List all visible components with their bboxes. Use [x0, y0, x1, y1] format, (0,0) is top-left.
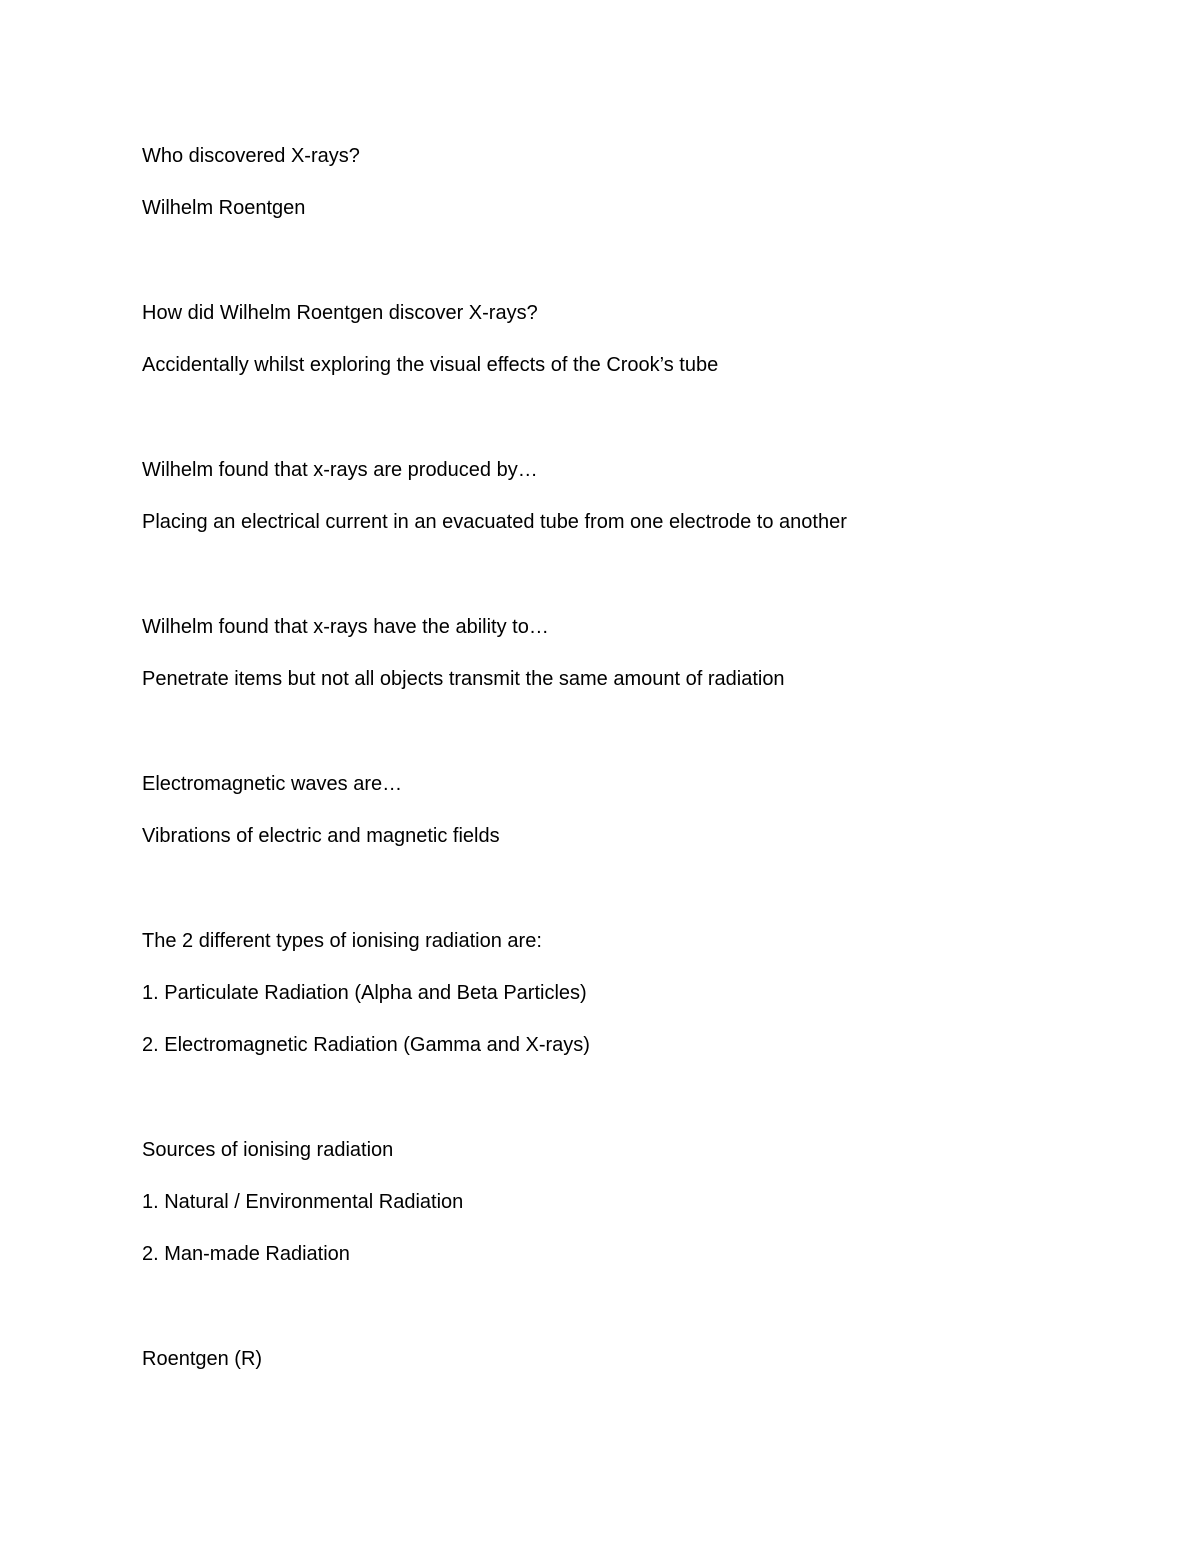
qa-block — [142, 1134, 1102, 1290]
qa-block — [142, 768, 1102, 872]
spacer — [142, 244, 1102, 297]
answer-text: Accidentally whilst exploring the visual effects of the Crook’s tube — [142, 354, 719, 376]
list-item: 2. Man-made Radiation — [142, 1243, 350, 1265]
spacer — [142, 872, 1102, 925]
answer-text: Penetrate items but not all objects transmit the same amount of radiation — [142, 668, 785, 690]
question-text: Electromagnetic waves are… — [142, 773, 403, 795]
answer-text: Vibrations of electric and magnetic fields — [142, 825, 500, 847]
list-item: 2. Electromagnetic Radiation (Gamma and X-rays) — [142, 1034, 590, 1056]
spacer — [142, 715, 1102, 768]
spacer — [142, 558, 1102, 611]
document-body — [142, 140, 1102, 1395]
question-text: Sources of ionising radiation — [142, 1139, 394, 1161]
spacer — [142, 1081, 1102, 1134]
qa-block — [142, 140, 1102, 244]
question-text: Wilhelm found that x-rays have the ability to… — [142, 616, 549, 638]
question-text: How did Wilhelm Roentgen discover X-rays? — [142, 302, 538, 324]
qa-block — [142, 1343, 1102, 1395]
question-text: Who discovered X-rays? — [142, 145, 360, 167]
answer-text: Placing an electrical current in an evacuated tube from one electrode to another — [142, 511, 847, 533]
spacer — [142, 1290, 1102, 1343]
qa-block — [142, 611, 1102, 715]
question-text: The 2 different types of ionising radiation are: — [142, 930, 542, 952]
spacer — [142, 401, 1102, 454]
list-item: 1. Natural / Environmental Radiation — [142, 1191, 464, 1213]
qa-block — [142, 925, 1102, 1081]
answer-text: Wilhelm Roentgen — [142, 197, 306, 219]
qa-block — [142, 297, 1102, 401]
list-item: 1. Particulate Radiation (Alpha and Beta Particles) — [142, 982, 587, 1004]
question-text: Wilhelm found that x-rays are produced by… — [142, 459, 538, 481]
question-text: Roentgen (R) — [142, 1348, 263, 1370]
qa-block — [142, 454, 1102, 558]
